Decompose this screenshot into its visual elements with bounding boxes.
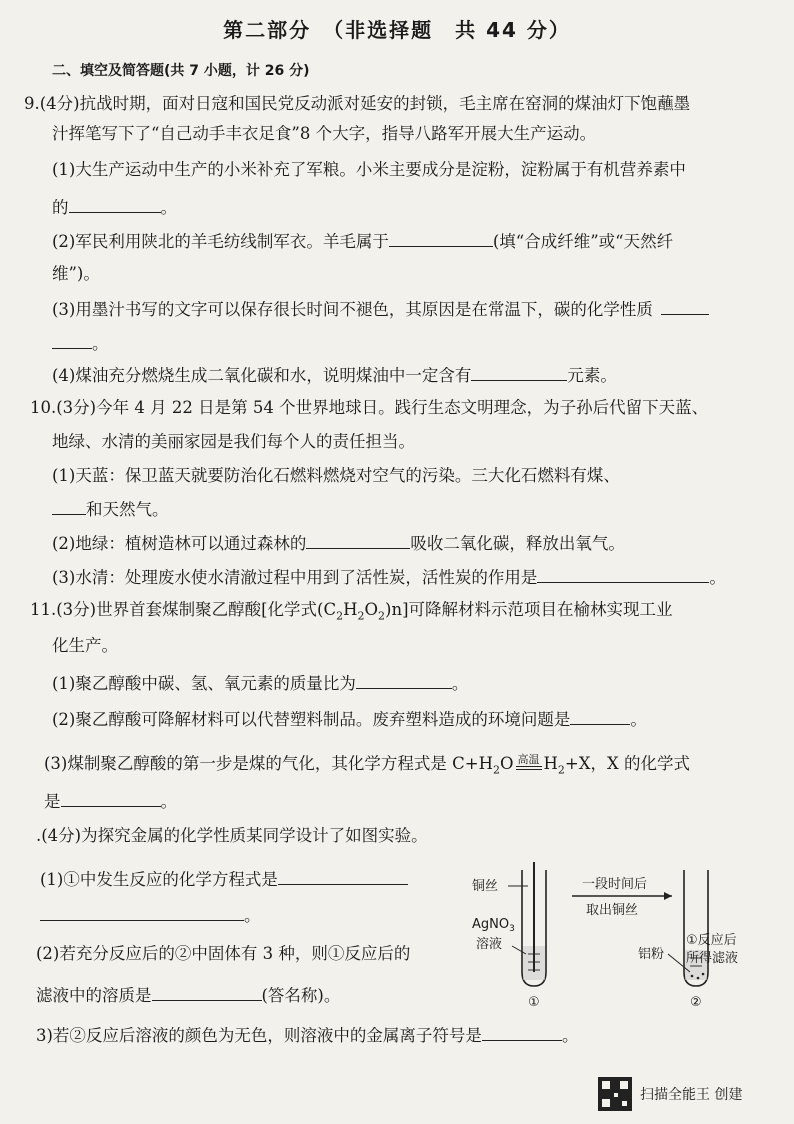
arrow-head [664,892,672,900]
answer-blank[interactable] [278,868,408,885]
answer-blank[interactable] [61,790,161,807]
experiment-diagram [462,862,762,1012]
copper-wire-label: 铜丝 [472,879,499,894]
q10-part1-line2: 和天然气。 [52,498,169,520]
aluminum-label: 铝粉 [638,947,665,962]
q9-part1-line2: 的 。 [52,198,177,217]
q9-part3-line1: (3)用墨汁书写的文字可以保存很长时间不褪色，其原因是在常温下，碳的化学性质 [52,298,709,320]
q12-part1-line2: 。 [40,904,261,926]
q10-part2: (2)地绿：植树造林可以通过森林的 吸收二氧化碳，释放出氧气。 [52,534,625,553]
q9-part3-line2: 。 [52,332,109,354]
answer-blank[interactable] [69,196,161,213]
q12-part2-line1: (2)若充分反应后的②中固体有 3 种，则①反应后的 [36,944,411,963]
answer-blank[interactable] [52,332,92,349]
answer-blank[interactable] [482,1024,562,1041]
answer-blank[interactable] [306,532,410,549]
arrow-bottom-label: 取出铜丝 [586,903,639,918]
filtrate-label-line1: ①反应后 [686,933,737,948]
filtrate-label-line2: 所得滤液 [686,951,739,966]
tube-2-label: ② [690,995,702,1010]
q11-part1: (1)聚乙醇酸中碳、氢、氧元素的质量比为 。 [52,674,469,693]
q10-stem-line1: 10.(3分)今年 4 月 22 日是第 54 个世界地球日。践行生态文明理念，为子孙后代留下天蓝、 [30,398,709,417]
q11-stem-line2: 化生产。 [52,636,118,655]
q12-part2-line2: 滤液中的溶质是 (答名称)。 [36,986,341,1005]
tube-1-label: ① [528,995,540,1010]
agno3-solution-label: 溶液 [476,937,503,952]
reaction-condition: 高温 [516,754,542,770]
q9-part2-line2: 维”)。 [52,264,100,283]
q11-part3-line1: (3)煤制聚乙醇酸的第一步是煤的气化，其化学方程式是 $C+H_2O$ 高温 $H_2+X$，X 的化学式 [44,753,690,777]
q9-stem-line2: 汁挥笔写下了“自己动手丰衣足食”8 个大字，指导八路军开展大生产运动。 [52,124,597,143]
q11-part3-line2: 是 。 [44,792,177,811]
scanner-brand: 扫描全能王 创建 [640,1087,743,1103]
q12-part1-line1: (1)①中发生反应的化学方程式是 [40,868,408,890]
q10-part1-line1: (1)天蓝：保卫蓝天就要防治化石燃料燃烧对空气的污染。三大化石燃料有煤、 [52,466,620,485]
arrow-top-label: 一段时间后 [582,877,648,892]
answer-blank[interactable] [389,230,493,247]
q11-part2: (2)聚乙醇酸可降解材料可以代替塑料制品。废弃塑料造成的环境问题是 。 [52,710,647,729]
q9-part1-line1: (1)大生产运动中生产的小米补充了军粮。小米主要成分是淀粉，淀粉属于有机营养素中 [52,160,686,179]
q10-stem-line2: 地绿、水清的美丽家园是我们每个人的责任担当。 [52,432,415,451]
answer-blank[interactable] [570,708,630,725]
answer-blank[interactable] [152,984,262,1001]
page-title: 第二部分 （非选择题 共 44 分） [223,18,571,42]
test-tube-2 [684,870,708,986]
agno3-label: AgNO$_3$ [472,917,515,934]
answer-blank[interactable] [661,298,709,315]
answer-blank[interactable] [356,672,452,689]
answer-blank[interactable] [40,904,244,921]
q12-stem: .(4分)为探究金属的化学性质某同学设计了如图实验。 [36,826,428,845]
q10-part3: (3)水清：处理废水使水清澈过程中用到了活性炭，活性炭的作用是 。 [52,568,726,587]
q11-stem-line1: 11.(3分)世界首套煤制聚乙醇酸[化学式$(C_2H_2O_2)n$]可降解材料示范项目在榆林实现工业 [30,600,673,623]
qr-code-icon [598,1077,632,1111]
q9-part4: (4)煤油充分燃烧生成二氧化碳和水，说明煤油中一定含有 元素。 [52,366,617,385]
q9-part2-line1: (2)军民利用陕北的羊毛纺线制军衣。羊毛属于 (填“合成纤维”或“天然纤 [52,232,674,251]
q12-part3: 3)若②反应后溶液的颜色为无色，则溶液中的金属离子符号是 。 [36,1026,579,1045]
answer-blank[interactable] [52,498,86,515]
section-heading: 二、填空及简答题(共 7 小题，计 26 分) [52,63,310,79]
answer-blank[interactable] [537,566,709,583]
q9-stem-line1: 9.(4分)抗战时期，面对日寇和国民党反动派对延安的封锁，毛主席在窑洞的煤油灯下饱蘸墨 [24,94,691,113]
answer-blank[interactable] [471,364,567,381]
